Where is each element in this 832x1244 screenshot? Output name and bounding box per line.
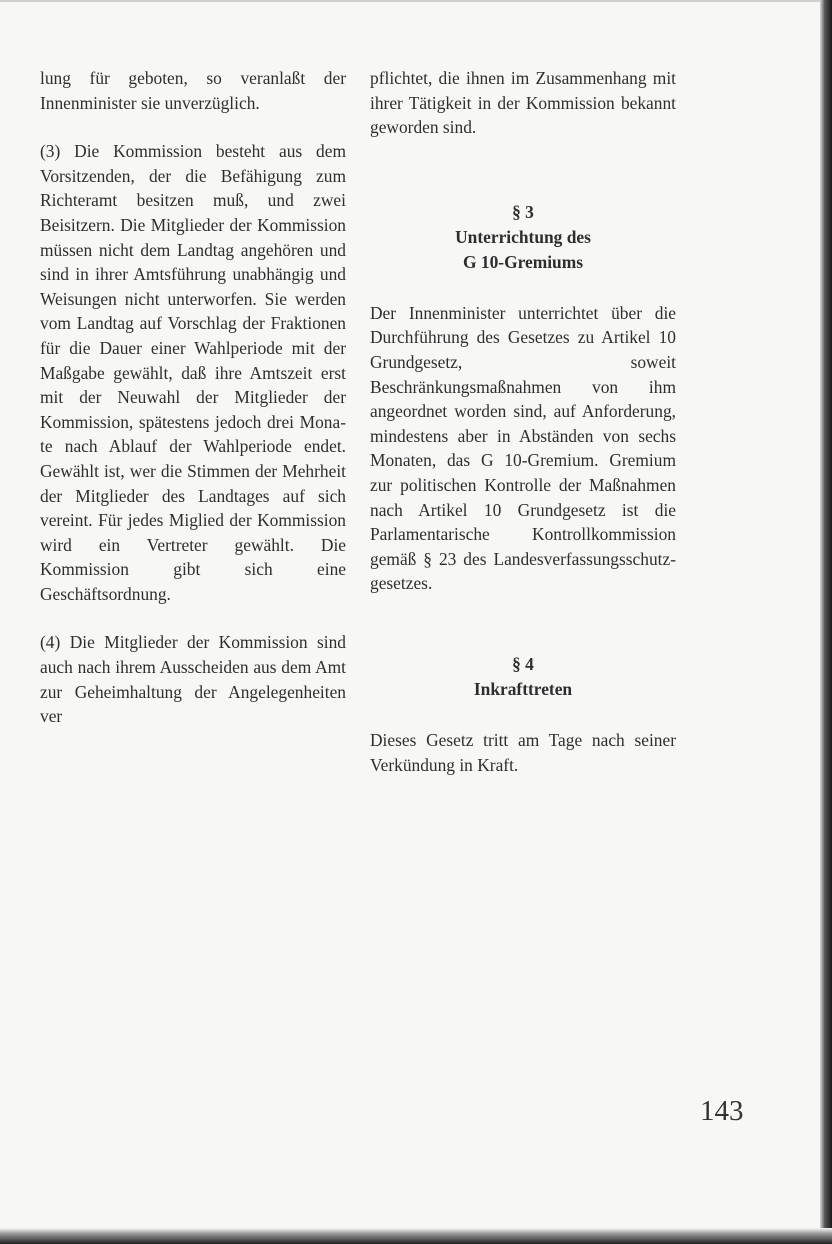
page-top-edge xyxy=(0,0,832,2)
section-4-heading xyxy=(370,652,676,702)
paragraph-continuation: lung für geboten, so veranlaßt der Innenminister sie unverzüglich. xyxy=(40,68,346,113)
section-3-heading xyxy=(370,200,676,275)
page-bottom-shadow xyxy=(0,1228,832,1244)
section-3-title-line1: Unterrichtung des xyxy=(455,226,591,247)
section-3-title-line2: G 10-Gremiums xyxy=(463,251,583,272)
section-3-number: § 3 xyxy=(512,201,534,222)
page-number: 143 xyxy=(700,1095,744,1127)
paragraph-4: (4) Die Mitglieder der Kommission sind auch nach ihrem Ausscheiden aus dem Amt zur Geheimhaltung der Angelegenheiten ver xyxy=(40,632,346,727)
section-3-body: Der Innenminister unterrichtet über die Durchführung des Gesetzes zu Artikel 10 Grundgesetz, soweit Beschränkungsmaßnahmen von ihm angeordnet worden sind, auf Anforderung, mindestens aber in Abständen von sechs Monaten, das G 10-Gremium. Gremium zur politischen Kontrolle der Maßnahmen nach Artikel 10 Grundgesetz ist die Parlamentarische Kontrollkommission gemäß § 23 des Landesverfassungsschutzgesetzes. xyxy=(370,302,676,594)
section-4-title: Inkrafttreten xyxy=(473,678,573,699)
paragraph-continuation-right: pflichtet, die ihnen im Zusammenhang mit ihrer Tätigkeit in der Kommission bekannt geworden sind. xyxy=(370,68,676,138)
paragraph-3: (3) Die Kommission besteht aus dem Vorsitzenden, der die Befähigung zum Richteramt besitzen muß, und zwei Beisitzern. Die Mitglieder der Kommission müssen nicht dem Landtag angehören und sind in ihrer Amtsführung unabhängig und Weisungen nicht unterworfen. Sie werden vom Landtag auf Vorschlag der Fraktionen für die Dauer einer Wahlperiode mit der Maßgabe gewählt, daß ihre Amtszeit erst mit der Neuwahl der Mitglieder der Kommission, spätestens jedoch drei Monate nach Ablauf der Wahlperiode endet. Gewählt ist, wer die Stimmen der Mehrheit der Mitglieder des Landtages auf sich vereint. Für jedes Miglied der Kommission wird ein Vertreter gewählt. Die Kommission gibt sich eine Geschäftsordnung. xyxy=(40,141,346,604)
page-binding-shadow xyxy=(820,0,832,1244)
section-4-body: Dieses Gesetz tritt am Tage nach seiner Verkündung in Kraft. xyxy=(370,729,676,775)
section-4-number: § 4 xyxy=(512,653,534,674)
right-column xyxy=(370,66,676,777)
left-column xyxy=(40,66,346,729)
